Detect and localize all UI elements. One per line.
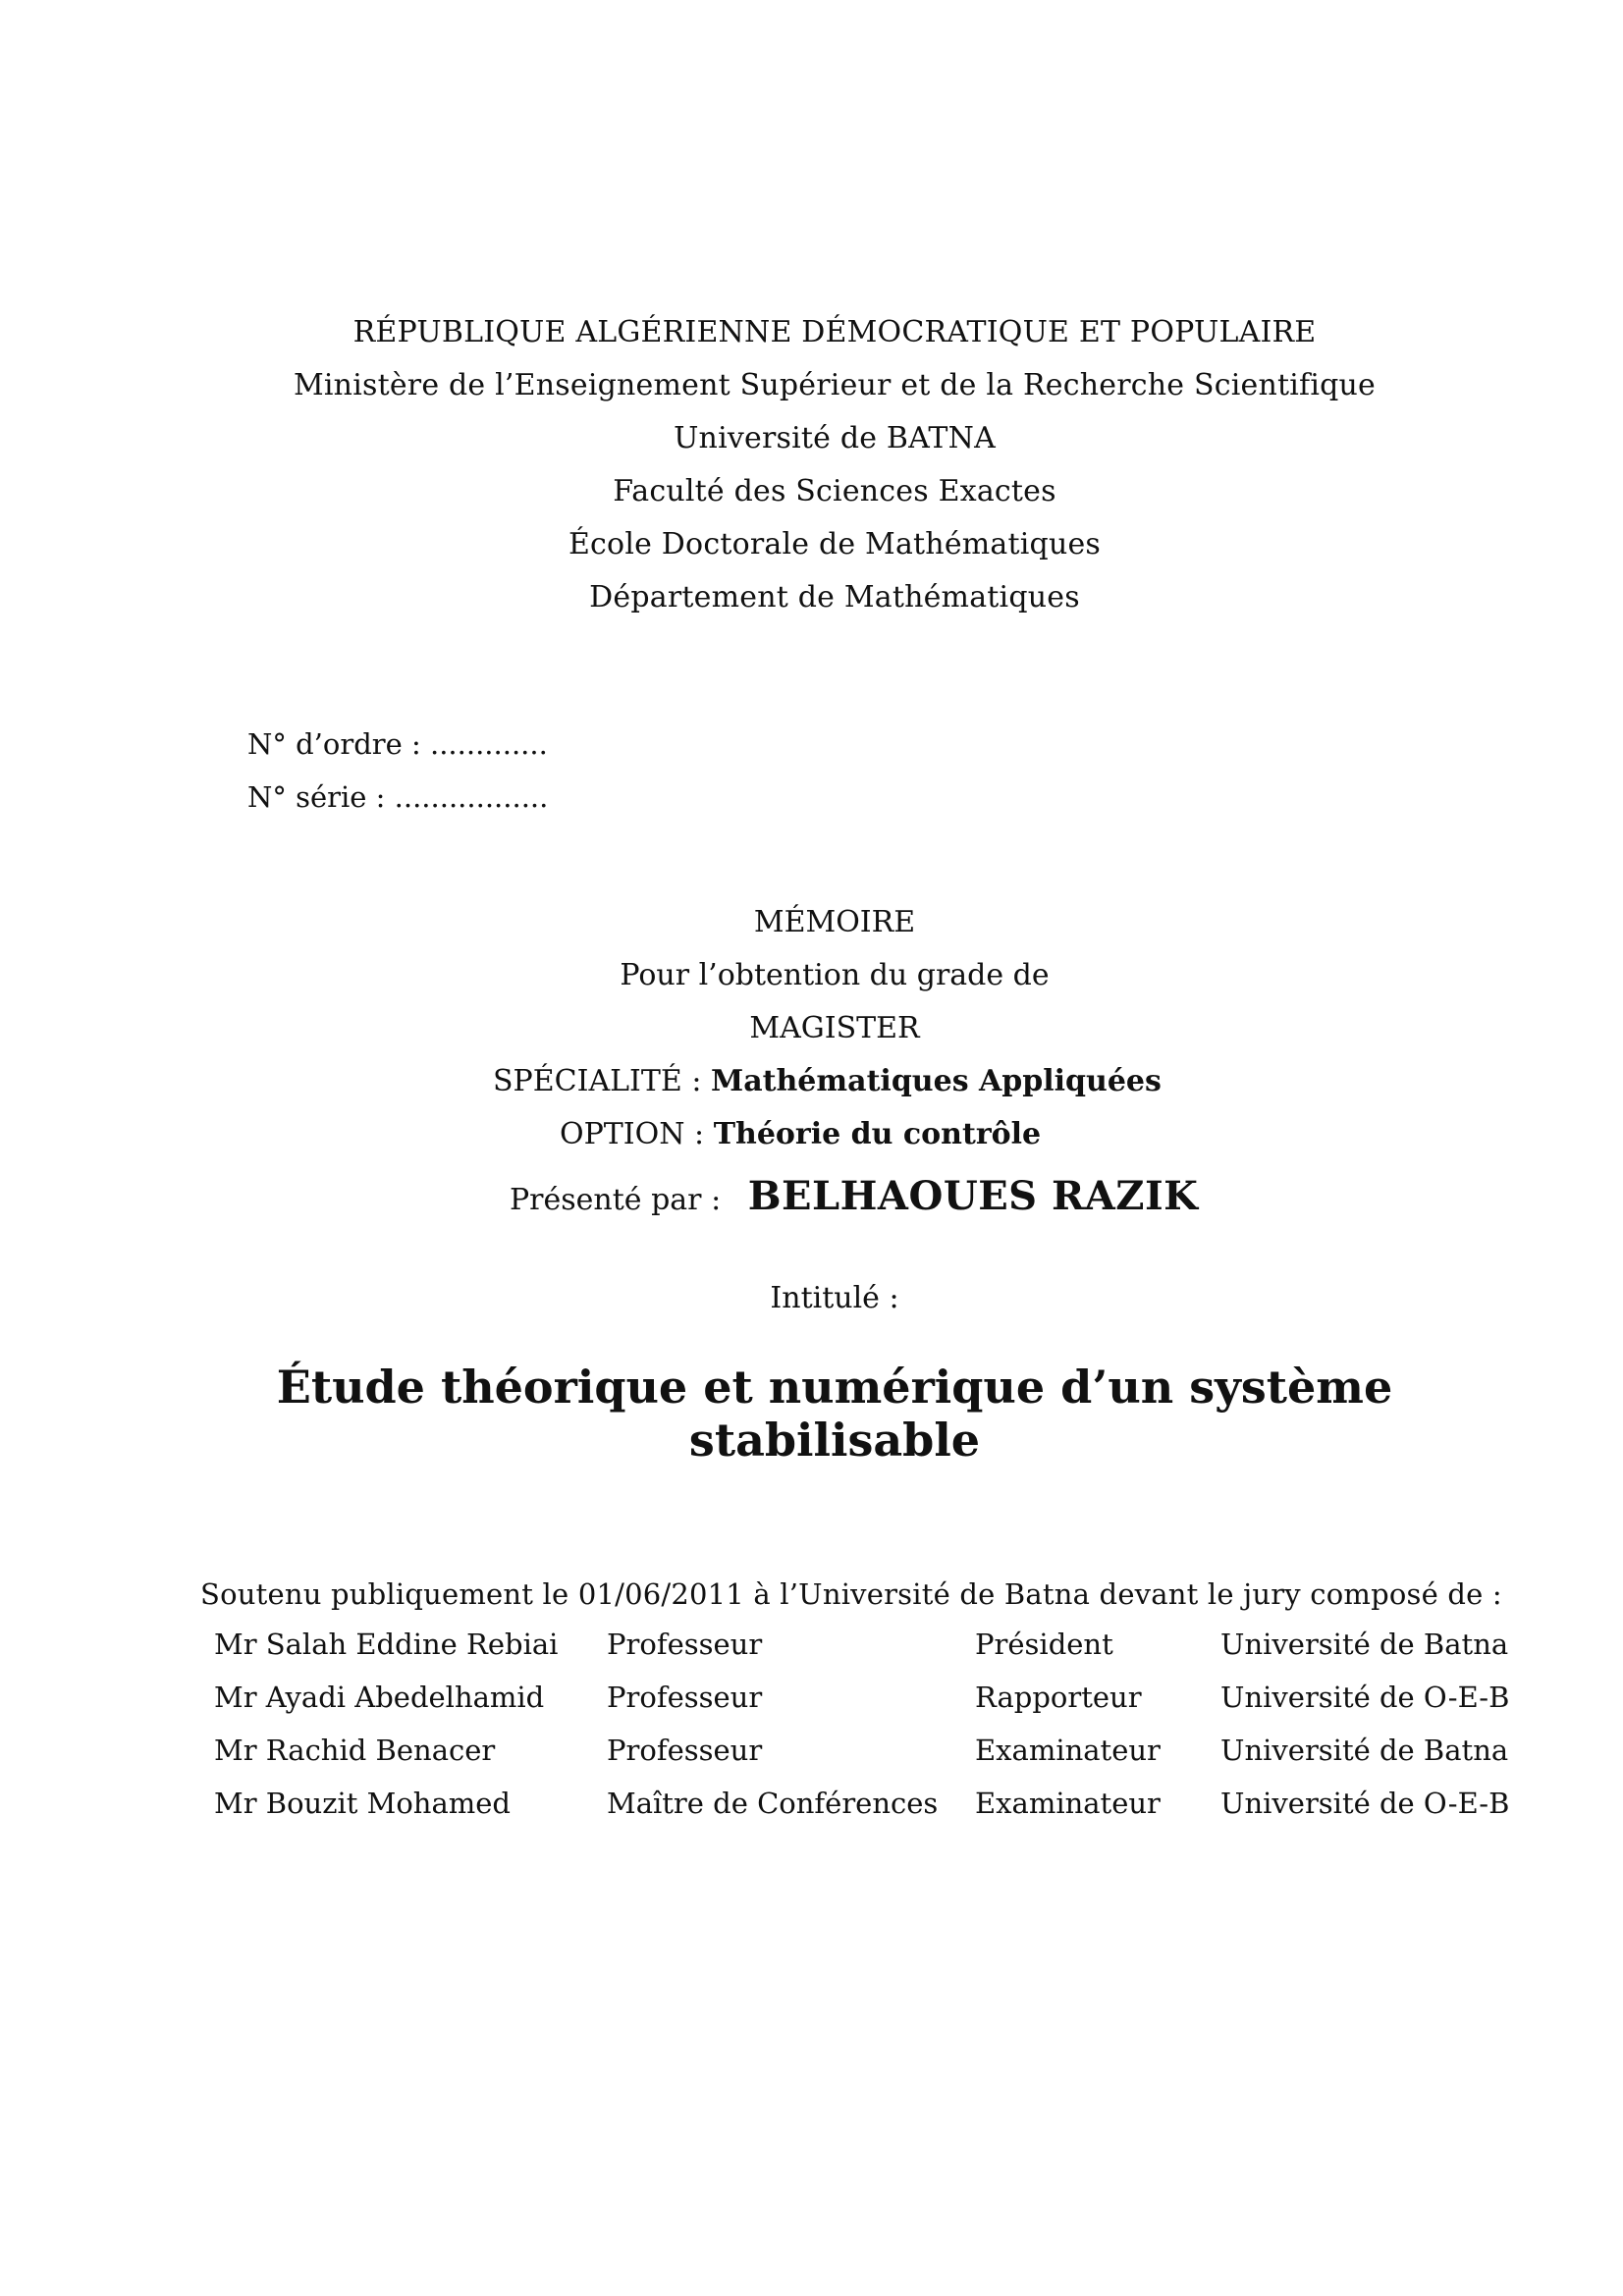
defense-statement: Soutenu publiquement le 01/06/2011 à l’Université de Batna devant le jury composé de : [200, 1577, 1502, 1611]
jury-member-institution: Université de Batna [1220, 1628, 1509, 1661]
option-label: OPTION : [560, 1117, 705, 1151]
degree-purpose: Pour l’obtention du grade de [620, 958, 1050, 992]
jury-member-name: Mr Rachid Benacer [214, 1734, 496, 1767]
header-ministry: Ministère de l’Enseignement Supérieur et de la Recherche Scientifique [293, 368, 1377, 402]
jury-member-name: Mr Bouzit Mohamed [214, 1787, 511, 1820]
presented-by-label: Présenté par : [510, 1183, 722, 1217]
jury-member-role: Examinateur [975, 1734, 1161, 1767]
header-doctoral-school: École Doctorale de Mathématiques [568, 527, 1102, 561]
series-number: N° série : ................. [247, 780, 549, 814]
specialty-label: SPÉCIALITÉ : [493, 1064, 702, 1098]
jury-member-institution: Université de O-E-B [1220, 1787, 1510, 1820]
jury-member-name: Mr Salah Eddine Rebiai [214, 1628, 559, 1661]
intitule-label: Intitulé : [770, 1281, 899, 1315]
jury-member-institution: Université de O-E-B [1220, 1681, 1510, 1714]
jury-member-rank: Professeur [607, 1734, 763, 1767]
option-value: Théorie du contrôle [713, 1117, 1042, 1151]
specialty-row [493, 1055, 1162, 1108]
header-university: Université de BATNA [674, 421, 996, 455]
header-department: Département de Mathématiques [589, 580, 1080, 614]
jury-member-role: Examinateur [975, 1787, 1161, 1820]
jury-member-rank: Professeur [607, 1681, 763, 1714]
presenter-row [510, 1170, 1198, 1227]
header-republic: RÉPUBLIQUE ALGÉRIENNE DÉMOCRATIQUE ET POPULAIRE [352, 315, 1317, 349]
document-type: MÉMOIRE [753, 905, 916, 939]
thesis-title-line1: Étude théorique et numérique d’un système [276, 1361, 1393, 1414]
presenter-name: BELHAOUES RAZIK [747, 1173, 1199, 1219]
degree-grade: MAGISTER [749, 1011, 920, 1045]
header-faculty: Faculté des Sciences Exactes [613, 474, 1056, 508]
order-number: N° d’ordre : ............. [247, 727, 548, 761]
thesis-title-line2: stabilisable [688, 1414, 981, 1467]
jury-member-rank: Maître de Conférences [607, 1787, 939, 1820]
jury-member-rank: Professeur [607, 1628, 763, 1661]
jury-member-role: Président [975, 1628, 1113, 1661]
jury-member-institution: Université de Batna [1220, 1734, 1509, 1767]
jury-member-name: Mr Ayadi Abedelhamid [214, 1681, 545, 1714]
option-row [560, 1108, 1041, 1161]
specialty-value: Mathématiques Appliquées [710, 1064, 1162, 1098]
jury-member-role: Rapporteur [975, 1681, 1142, 1714]
